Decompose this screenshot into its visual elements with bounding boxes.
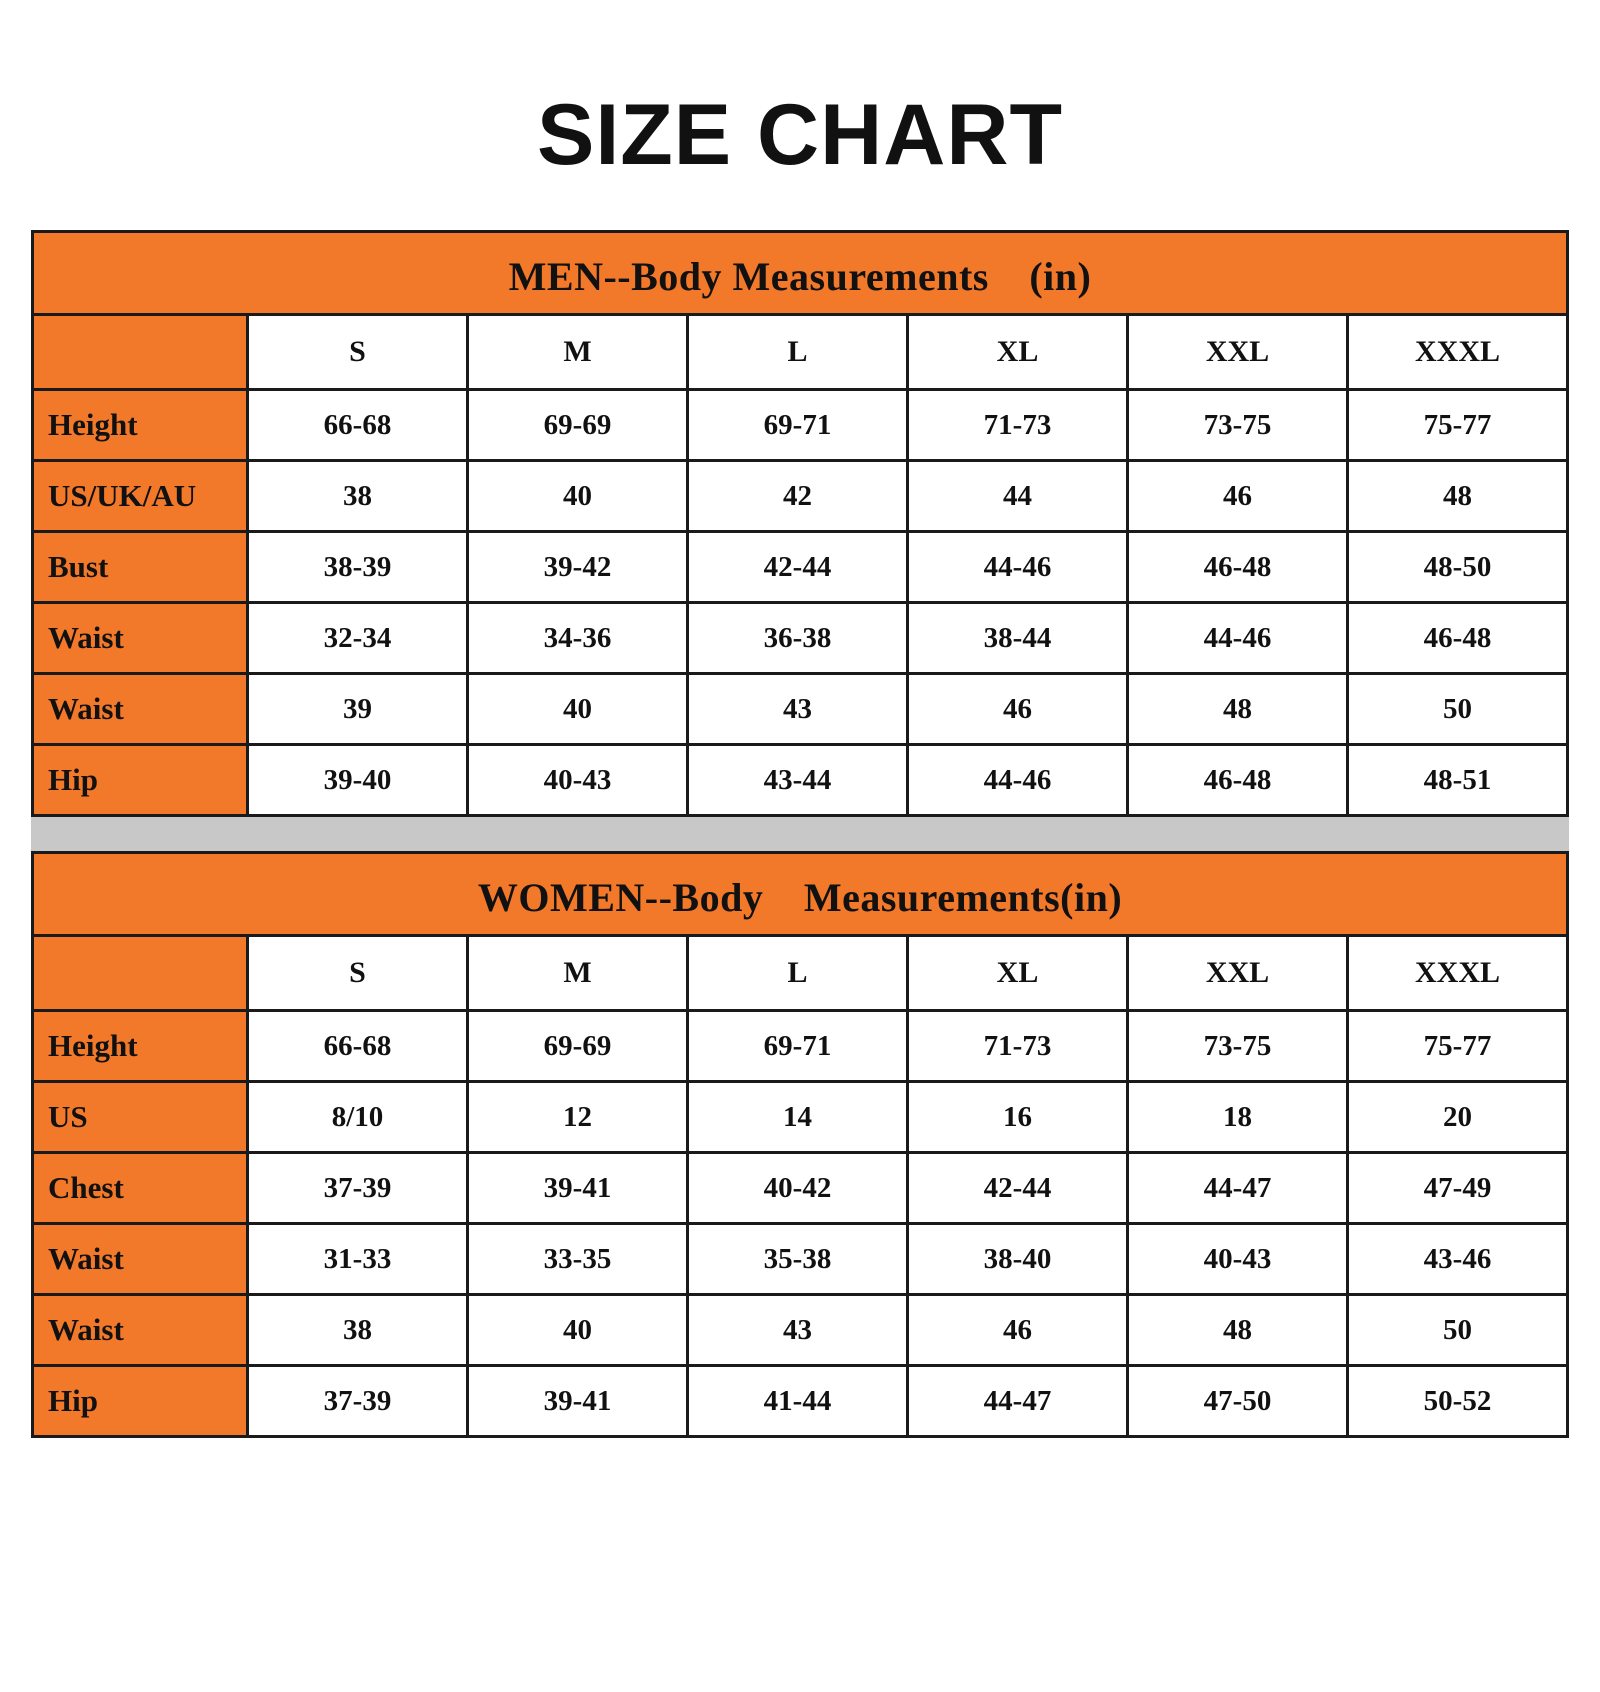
- women-waist1-l: 35-38: [688, 1224, 908, 1295]
- women-col-l: L: [688, 936, 908, 1011]
- men-col-xl: XL: [908, 315, 1128, 390]
- table-row: [33, 1082, 1568, 1153]
- women-size-table: [31, 851, 1569, 1438]
- men-hip-m: 40-43: [468, 745, 688, 816]
- men-hip-s: 39-40: [248, 745, 468, 816]
- men-waist2-xxxl: 50: [1348, 674, 1568, 745]
- men-waist2-m: 40: [468, 674, 688, 745]
- women-row-label-waist-1: Waist: [33, 1224, 248, 1295]
- women-waist1-m: 33-35: [468, 1224, 688, 1295]
- men-height-s: 66-68: [248, 390, 468, 461]
- men-height-xxl: 73-75: [1128, 390, 1348, 461]
- women-height-xxxl: 75-77: [1348, 1011, 1568, 1082]
- men-usukau-m: 40: [468, 461, 688, 532]
- men-waist1-xxl: 44-46: [1128, 603, 1348, 674]
- women-waist2-m: 40: [468, 1295, 688, 1366]
- table-row: [33, 603, 1568, 674]
- women-hip-l: 41-44: [688, 1366, 908, 1437]
- men-col-s: S: [248, 315, 468, 390]
- women-table-caption-row: [33, 853, 1568, 936]
- women-chest-xl: 42-44: [908, 1153, 1128, 1224]
- women-height-l: 69-71: [688, 1011, 908, 1082]
- women-waist1-xl: 38-40: [908, 1224, 1128, 1295]
- table-row: [33, 1153, 1568, 1224]
- women-table-size-header: [33, 936, 1568, 1011]
- women-chest-m: 39-41: [468, 1153, 688, 1224]
- men-waist1-s: 32-34: [248, 603, 468, 674]
- women-us-s: 8/10: [248, 1082, 468, 1153]
- men-col-m: M: [468, 315, 688, 390]
- table-row: [33, 745, 1568, 816]
- women-row-label-us: US: [33, 1082, 248, 1153]
- men-bust-l: 42-44: [688, 532, 908, 603]
- women-waist1-xxxl: 43-46: [1348, 1224, 1568, 1295]
- women-us-xl: 16: [908, 1082, 1128, 1153]
- women-waist2-l: 43: [688, 1295, 908, 1366]
- women-col-xxxl: XXXL: [1348, 936, 1568, 1011]
- women-height-xxl: 73-75: [1128, 1011, 1348, 1082]
- women-us-m: 12: [468, 1082, 688, 1153]
- men-table-size-header: [33, 315, 1568, 390]
- men-bust-xxxl: 48-50: [1348, 532, 1568, 603]
- women-waist2-xl: 46: [908, 1295, 1128, 1366]
- women-chest-s: 37-39: [248, 1153, 468, 1224]
- women-hip-xl: 44-47: [908, 1366, 1128, 1437]
- women-chest-xxxl: 47-49: [1348, 1153, 1568, 1224]
- men-bust-m: 39-42: [468, 532, 688, 603]
- women-chest-l: 40-42: [688, 1153, 908, 1224]
- men-waist1-l: 36-38: [688, 603, 908, 674]
- women-hip-s: 37-39: [248, 1366, 468, 1437]
- men-table-caption: MEN--Body Measurements (in): [33, 232, 1568, 315]
- men-waist1-xl: 38-44: [908, 603, 1128, 674]
- women-us-l: 14: [688, 1082, 908, 1153]
- men-hip-xxxl: 48-51: [1348, 745, 1568, 816]
- men-usukau-s: 38: [248, 461, 468, 532]
- women-row-label-hip: Hip: [33, 1366, 248, 1437]
- women-height-xl: 71-73: [908, 1011, 1128, 1082]
- table-row: [33, 532, 1568, 603]
- men-row-label-height: Height: [33, 390, 248, 461]
- men-height-m: 69-69: [468, 390, 688, 461]
- men-waist1-m: 34-36: [468, 603, 688, 674]
- men-waist1-xxxl: 46-48: [1348, 603, 1568, 674]
- table-row: [33, 390, 1568, 461]
- men-col-xxxl: XXXL: [1348, 315, 1568, 390]
- women-height-s: 66-68: [248, 1011, 468, 1082]
- women-waist2-xxl: 48: [1128, 1295, 1348, 1366]
- men-hip-l: 43-44: [688, 745, 908, 816]
- men-usukau-l: 42: [688, 461, 908, 532]
- men-hip-xl: 44-46: [908, 745, 1128, 816]
- men-row-label-hip: Hip: [33, 745, 248, 816]
- men-bust-s: 38-39: [248, 532, 468, 603]
- men-usukau-xxl: 46: [1128, 461, 1348, 532]
- men-height-xxxl: 75-77: [1348, 390, 1568, 461]
- women-waist1-xxl: 40-43: [1128, 1224, 1348, 1295]
- men-bust-xxl: 46-48: [1128, 532, 1348, 603]
- men-row-label-bust: Bust: [33, 532, 248, 603]
- men-waist2-l: 43: [688, 674, 908, 745]
- men-waist2-xxl: 48: [1128, 674, 1348, 745]
- table-row: [33, 1295, 1568, 1366]
- women-row-label-chest: Chest: [33, 1153, 248, 1224]
- women-height-m: 69-69: [468, 1011, 688, 1082]
- men-height-xl: 71-73: [908, 390, 1128, 461]
- women-us-xxxl: 20: [1348, 1082, 1568, 1153]
- men-size-table: [31, 230, 1569, 817]
- table-row: [33, 1366, 1568, 1437]
- men-waist2-s: 39: [248, 674, 468, 745]
- women-waist2-s: 38: [248, 1295, 468, 1366]
- table-row: [33, 461, 1568, 532]
- men-usukau-xxxl: 48: [1348, 461, 1568, 532]
- men-bust-xl: 44-46: [908, 532, 1128, 603]
- women-col-xxl: XXL: [1128, 936, 1348, 1011]
- women-corner-cell: [33, 936, 248, 1011]
- women-chest-xxl: 44-47: [1128, 1153, 1348, 1224]
- tables-container: [31, 178, 1569, 1438]
- men-col-xxl: XXL: [1128, 315, 1348, 390]
- men-row-label-waist-2: Waist: [33, 674, 248, 745]
- women-col-xl: XL: [908, 936, 1128, 1011]
- table-row: [33, 674, 1568, 745]
- size-chart-page: [0, 87, 1600, 1692]
- women-col-m: M: [468, 936, 688, 1011]
- women-row-label-waist-2: Waist: [33, 1295, 248, 1366]
- women-row-label-height: Height: [33, 1011, 248, 1082]
- men-row-label-waist-1: Waist: [33, 603, 248, 674]
- women-waist2-xxxl: 50: [1348, 1295, 1568, 1366]
- women-us-xxl: 18: [1128, 1082, 1348, 1153]
- table-row: [33, 1224, 1568, 1295]
- page-title: SIZE CHART: [537, 87, 1063, 183]
- men-row-label-us-uk-au: US/UK/AU: [33, 461, 248, 532]
- men-corner-cell: [33, 315, 248, 390]
- men-waist2-xl: 46: [908, 674, 1128, 745]
- men-col-l: L: [688, 315, 908, 390]
- men-usukau-xl: 44: [908, 461, 1128, 532]
- women-waist1-s: 31-33: [248, 1224, 468, 1295]
- table-divider: [31, 817, 1569, 851]
- women-table-caption: WOMEN--Body Measurements(in): [33, 853, 1568, 936]
- women-hip-xxxl: 50-52: [1348, 1366, 1568, 1437]
- women-col-s: S: [248, 936, 468, 1011]
- men-height-l: 69-71: [688, 390, 908, 461]
- men-hip-xxl: 46-48: [1128, 745, 1348, 816]
- table-row: [33, 1011, 1568, 1082]
- women-hip-xxl: 47-50: [1128, 1366, 1348, 1437]
- men-table-caption-row: [33, 232, 1568, 315]
- women-hip-m: 39-41: [468, 1366, 688, 1437]
